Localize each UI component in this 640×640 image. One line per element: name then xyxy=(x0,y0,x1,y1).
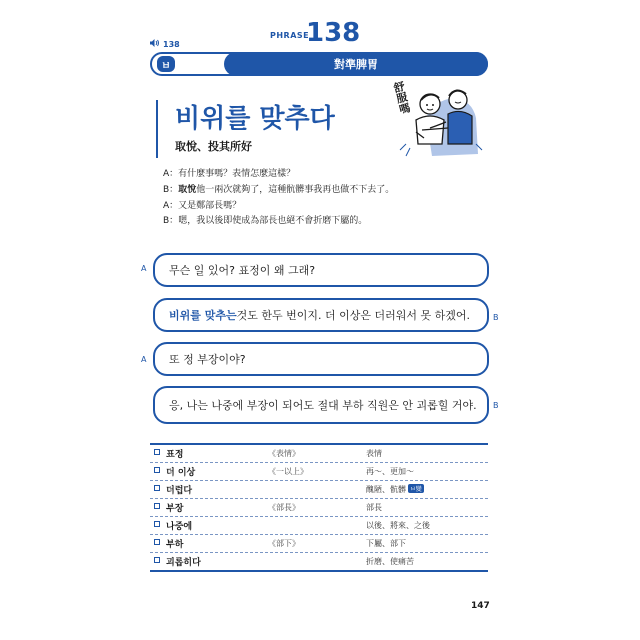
checkbox-icon[interactable] xyxy=(154,449,160,455)
dialog-highlight: 取悅 xyxy=(178,185,197,195)
vocab-row xyxy=(150,499,488,517)
speech-bubble xyxy=(153,253,489,287)
vocab-row xyxy=(150,443,488,463)
irregular-badge: ㅂ變 xyxy=(410,486,422,493)
dialog-text: 有什麼事嗎？表情怎麼這樣？ xyxy=(178,169,296,179)
checkbox-icon[interactable] xyxy=(154,485,160,491)
dialog-text: 嗯，我以後即使成為部長也絕不會折磨下屬的。 xyxy=(178,216,368,226)
dialog-line xyxy=(163,198,241,211)
bubble-text: 것도 한두 번이지. 더 이상은 더러워서 못 하겠어. xyxy=(236,309,470,322)
vocab-word: 더럽다 xyxy=(166,486,193,496)
checkbox-icon[interactable] xyxy=(154,467,160,473)
phrase-number: 138 xyxy=(306,18,361,48)
vocab-row xyxy=(150,535,488,553)
speech-bubble xyxy=(153,298,489,332)
checkbox-icon[interactable] xyxy=(154,503,160,509)
vocab-word: 괴롭히다 xyxy=(166,558,201,568)
bubble-highlight: 비위를 맞추는 xyxy=(169,309,237,322)
vocab-word: 부하 xyxy=(166,540,184,550)
title-accent-line xyxy=(156,100,158,158)
vocab-word: 나중에 xyxy=(166,522,193,532)
dialog-line xyxy=(163,182,394,195)
vocab-word: 표정 xyxy=(166,450,184,460)
bubble-text: 또 정 부장이야? xyxy=(169,353,246,366)
speaker-icon xyxy=(150,39,160,49)
illustration xyxy=(386,78,486,160)
vocab-meaning: 表情 xyxy=(366,449,382,458)
dialog-line xyxy=(163,166,295,179)
dialog-speaker: A： xyxy=(163,201,179,211)
vocab-word: 부장 xyxy=(166,504,184,514)
vocab-row xyxy=(150,481,488,499)
vocab-meaning: 以後、將來、之後 xyxy=(366,521,430,530)
bubble-speaker: B xyxy=(493,313,499,322)
vocab-meaning-text: 醜陋、骯髒 xyxy=(366,485,406,494)
chinese-subtitle: 取悅、投其所好 xyxy=(175,140,252,153)
vocab-hanja: 《表情》 xyxy=(268,449,300,458)
vocab-hanja: 《部下》 xyxy=(268,539,300,548)
vocab-row xyxy=(150,553,488,572)
vocab-hanja: 《部長》 xyxy=(268,503,300,512)
vocab-row xyxy=(150,463,488,481)
vocab-hanja: 《一以上》 xyxy=(268,467,308,476)
illustration-caption: 舒服嗎 xyxy=(391,80,412,116)
bubble-speaker: B xyxy=(493,401,499,410)
bubble-speaker: A xyxy=(141,264,147,273)
bubble-text: 무슨 일 있어? 표정이 왜 그래? xyxy=(169,264,316,277)
audio-track[interactable] xyxy=(150,39,180,49)
vocab-meaning: 部長 xyxy=(366,503,382,512)
dialog-text: 又是鄭部長嗎？ xyxy=(178,201,242,211)
vocab-meaning: 下屬、部下 xyxy=(366,539,406,548)
track-number: 138 xyxy=(163,39,180,49)
bubble-text: 응, 나는 나중에 부장이 되어도 절대 부하 직원은 안 괴롭힐 거야. xyxy=(169,399,477,412)
checkbox-icon[interactable] xyxy=(154,557,160,563)
vocab-meaning xyxy=(366,484,424,495)
checkbox-icon[interactable] xyxy=(154,521,160,527)
dialog-speaker: B： xyxy=(163,185,179,195)
vocab-row xyxy=(150,517,488,535)
category-badge: ㅂ xyxy=(157,56,175,72)
checkbox-icon[interactable] xyxy=(154,539,160,545)
speech-bubble xyxy=(153,386,489,424)
vocab-meaning: 折磨、使痛苦 xyxy=(366,557,414,566)
dialog-line xyxy=(163,213,367,226)
phrase-label: PHRASE xyxy=(270,31,310,40)
speech-bubble xyxy=(153,342,489,376)
vocabulary-list xyxy=(150,443,488,572)
vocab-meaning: 再～、更加～ xyxy=(366,467,414,476)
header-bar xyxy=(150,52,488,76)
korean-title: 비위를 맞추다 xyxy=(175,104,335,134)
dialog-speaker: B： xyxy=(163,216,179,226)
page-number: 147 xyxy=(471,601,490,611)
chinese-title: 對準脾胃 xyxy=(224,52,488,76)
bubble-speaker: A xyxy=(141,355,147,364)
vocab-word: 더 이상 xyxy=(166,468,196,478)
dialog-speaker: A： xyxy=(163,169,179,179)
dialog-text: 他一兩次就夠了，這種骯髒事我再也做不下去了。 xyxy=(196,185,395,195)
